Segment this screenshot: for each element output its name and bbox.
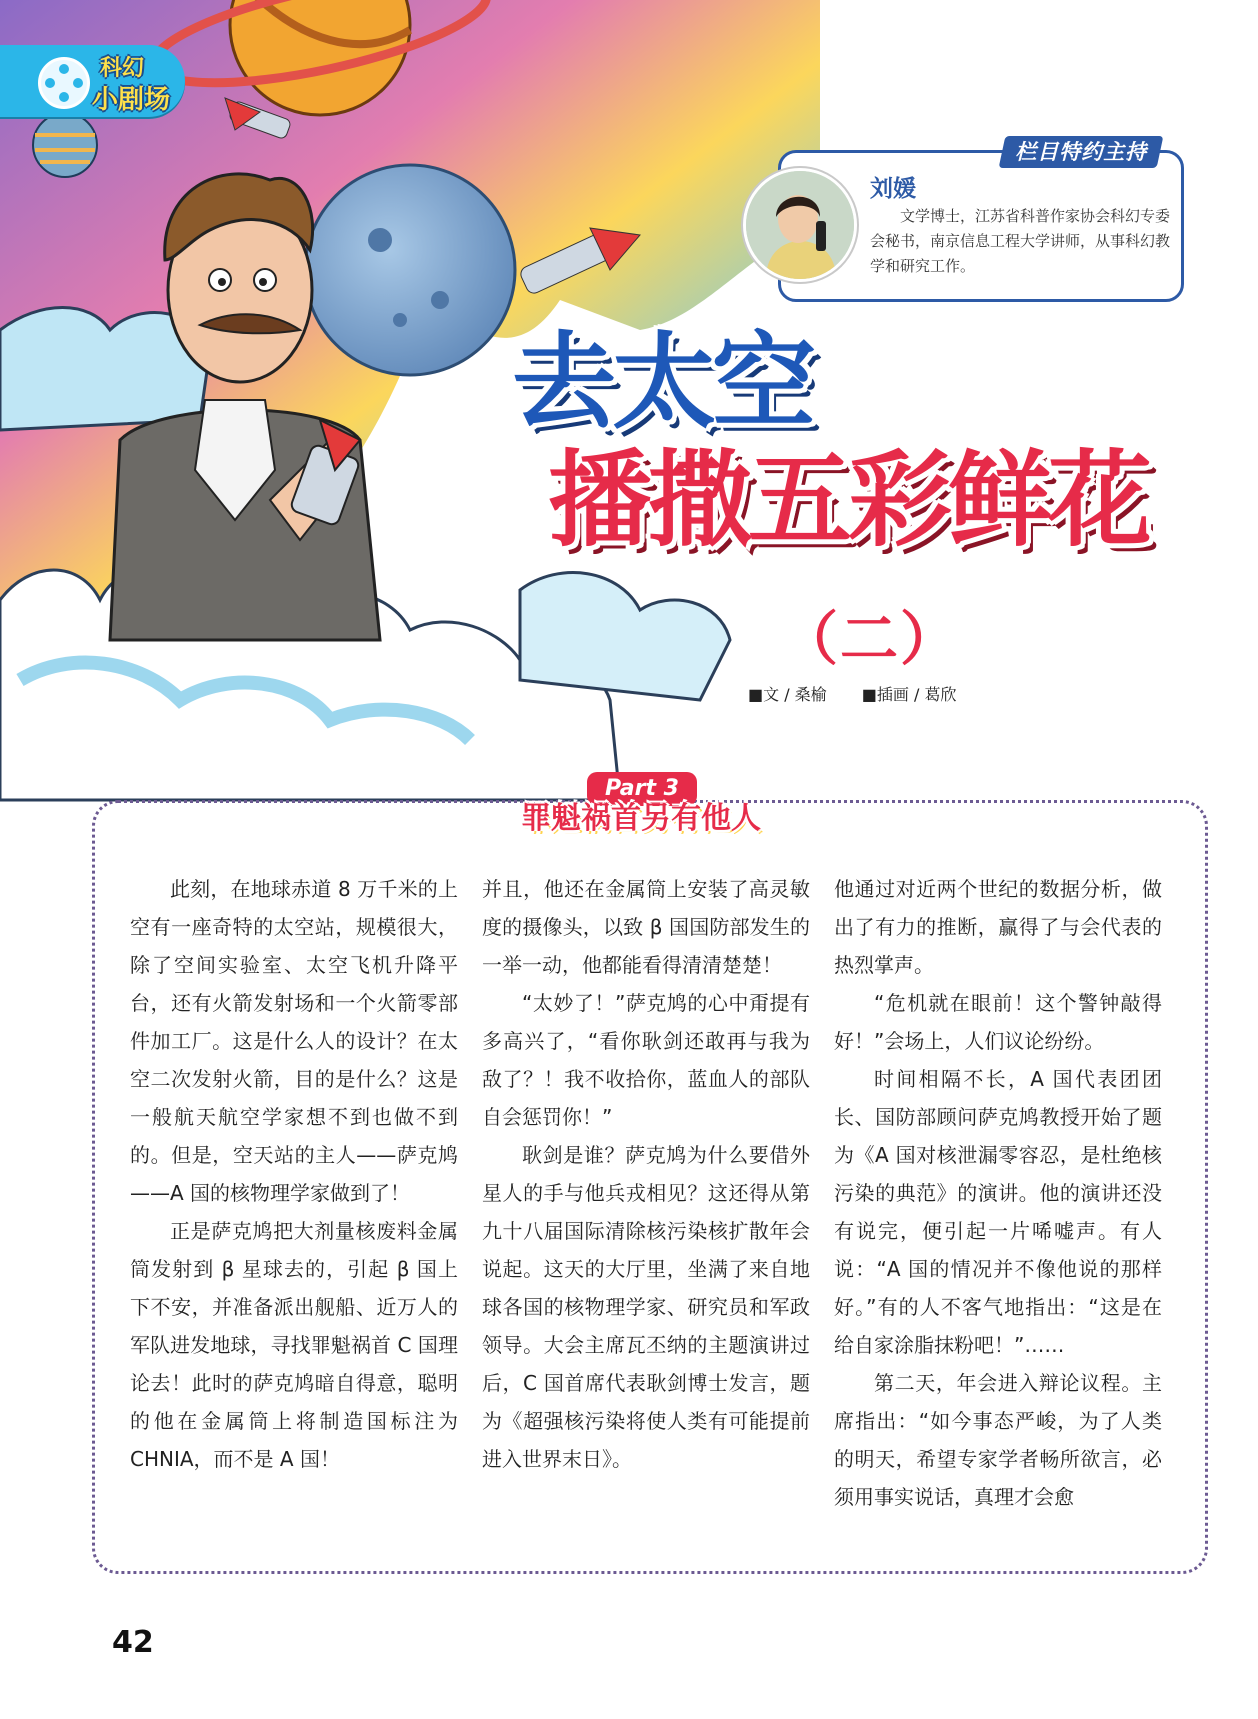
host-photo xyxy=(743,168,857,282)
paragraph: “太妙了！”萨克鸠的心中甭提有多高兴了，“看你耿剑还敢再与我为敌了？！我不收拾你，蓝血人的部队自会惩罚你！” xyxy=(482,991,810,1129)
paragraph: 正是萨克鸠把大剂量核废料金属筒发射到 β 星球去的，引起 β 国上下不安，并准备派出舰船、近万人的军队进发地球，寻找罪魁祸首 C 国理论去！此时的萨克鸠暗自得意，聪明的他在金属筒上将制造国标注为 CHNIA，而不是 A 国！ xyxy=(130,1219,458,1471)
part-label: Part 3 xyxy=(605,776,679,801)
host-name: 刘媛 xyxy=(870,175,916,202)
column-badge xyxy=(0,45,185,117)
page-number: 42 xyxy=(112,1625,154,1660)
body-column-2 xyxy=(482,870,810,1478)
moon xyxy=(305,165,515,375)
paragraph: 此刻，在地球赤道 8 万千米的上空有一座奇特的太空站，规模很大，除了空间实验室、太空飞机升降平台，还有火箭发射场和一个火箭零部件加工厂。这是什么人的设计？在太空二次发射火箭，目的是什么？这是一般航天航空学家想不到也做不到的。但是，空天站的主人——萨克鸠——A 国的核物理学家做到了！ xyxy=(130,877,458,1205)
paragraph: 他通过对近两个世纪的数据分析，做出了有力的推断，赢得了与会代表的热烈掌声。 xyxy=(834,877,1162,977)
title-line2: 播撒五彩鲜花 xyxy=(548,439,1149,561)
author-credit: ■文 / 桑榆 xyxy=(748,685,827,704)
paragraph: 耿剑是谁？萨克鸠为什么要借外星人的手与他兵戎相见？这还得从第九十八届国际清除核污染核扩散年会说起。这天的大厅里，坐满了来自地球各国的核物理学家、研究员和军政领导。大会主席瓦丕纳的主题演讲过后，C 国首席代表耿剑博士发言，题为《超强核污染将使人类有可能提前进入世界末日》。 xyxy=(482,1143,810,1471)
column-badge-line2: 小剧场 xyxy=(92,85,171,115)
section-heading: 罪魁祸首另有他人 xyxy=(521,801,761,836)
body-column-1 xyxy=(130,870,458,1478)
column-badge-line1: 科幻 xyxy=(100,56,145,81)
paragraph: 时间相隔不长，A 国代表团团长、国防部顾问萨克鸠教授开始了题为《A 国对核泄漏零容忍，是杜绝核污染的典范》的演讲。他的演讲还没有说完，便引起一片唏嘘声。有人说：“A 国的情况并不像他说的那样好。”有的人不客气地指出：“这是在给自家涂脂抹粉吧！”…… xyxy=(834,1067,1162,1357)
planet-small xyxy=(33,113,97,177)
paragraph: “危机就在眼前！这个警钟敲得好！”会场上，人们议论纷纷。 xyxy=(834,991,1162,1053)
body-column-3 xyxy=(834,870,1162,1516)
film-reel-icon xyxy=(38,57,90,109)
host-tag-label: 栏目特约主持 xyxy=(1015,140,1148,164)
paragraph: 并且，他还在金属筒上安装了高灵敏度的摄像头，以致 β 国国防部发生的一举一动，他都能看得清清楚楚！ xyxy=(482,877,810,977)
credits xyxy=(748,682,986,705)
title-line1: 去太空 xyxy=(512,321,813,443)
subtitle: （二） xyxy=(780,605,961,673)
section-header xyxy=(491,772,791,840)
illustrator-credit: ■插画 / 葛欣 xyxy=(861,685,957,704)
host-bio: 文学博士，江苏省科普作家协会科幻专委会秘书，南京信息工程大学讲师，从事科幻教学和研究工作。 xyxy=(870,207,1171,275)
paragraph: 第二天，年会进入辩论议程。主席指出：“如今事态严峻，为了人类的明天，希望专家学者畅所欲言，必须用事实说话，真理才会愈 xyxy=(834,1371,1162,1509)
host-tag xyxy=(999,136,1164,168)
